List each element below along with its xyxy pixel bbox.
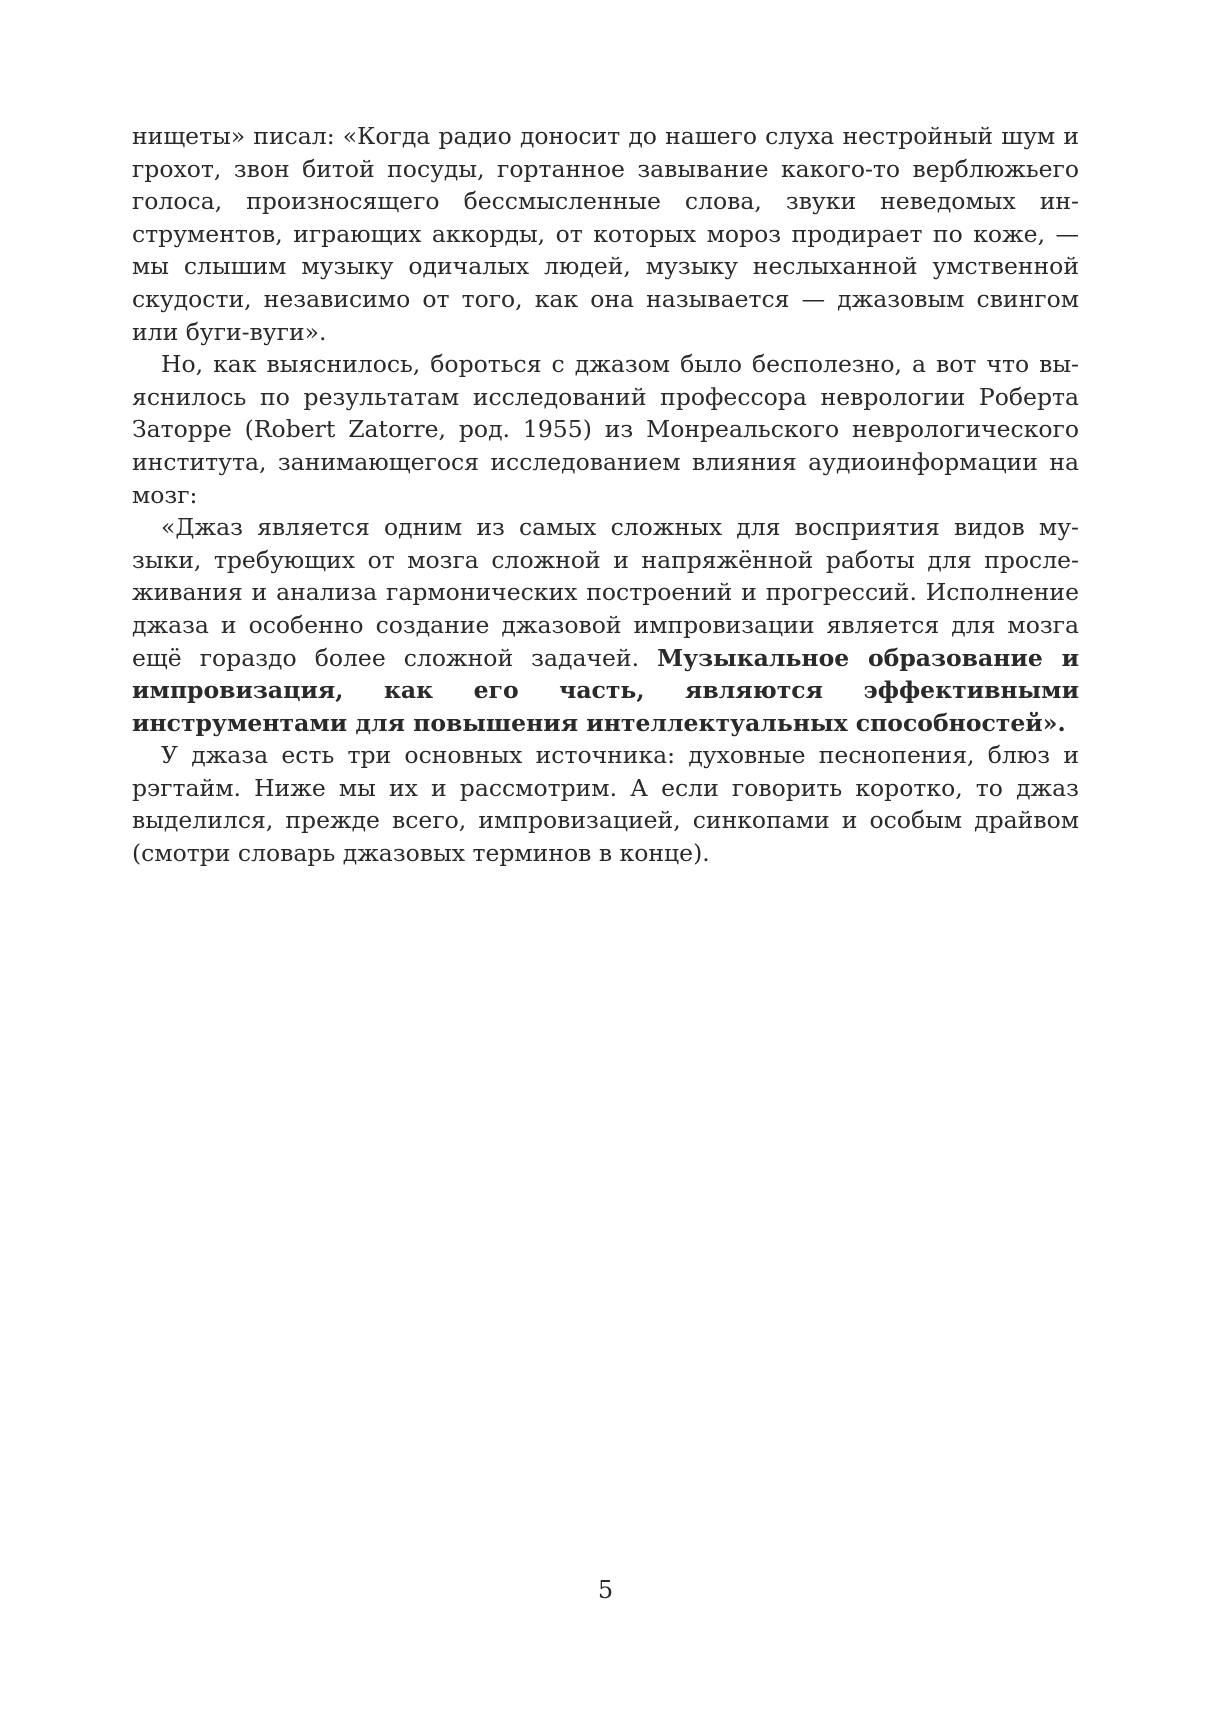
page-number: 5 [597, 1576, 614, 1604]
body-text [132, 120, 1079, 870]
jazz-quote-regular: «Джаз является одним из самых сложных для восприятия видов музыки, требующих от мозга сложной и напряжённой работы для прослеживания и анализа гармонических построений и прогрессий. Исполнение джаза и особенно создание джазовой импровизации является для мозга ещё гораздо более сложной задачей. [132, 513, 1079, 672]
paragraph-jazz-sources: У джаза есть три основных источника: духовные песнопения, блюз и рэгтайм. Ниже мы их и рассмотрим. А если говорить коротко, то джаз выделился, прежде всего, импровизацией, синкопами и особым драйвом (смотри словарь джазовых терминов в конце). [132, 741, 1079, 868]
paragraph-zatorre: Но, как выяснилось, бороться с джазом было бесполезно, а вот что выяснилось по результатам исследований профессора неврологии Роберта Заторре (Robert Zatorre, род. 1955) из Монреальского неврологического института, занимающегося исследованием влияния аудиоинформации на мозг: [132, 350, 1079, 509]
jazz-quote-bold: Музыкальное образование и импровизация, как его часть, являются эффективными инструментами для повышения интеллектуальных способностей [132, 643, 1080, 737]
paragraph-quote-continuation: нищеты» писал: «Когда радио доносит до нашего слуха нестройный шум и грохот, звон битой посуды, гортанное завывание какого-то верблюжьего голоса, произносящего бессмысленные слова, звуки неведомых инструментов, играющих аккорды, от которых мороз продирает по коже, — мы слышим музыку одичалых людей, музыку неслыханной умственной скудости, независимо от того, как она называется — джазовым свингом или буги-вуги». [132, 122, 1079, 346]
jazz-quote-end: ». [1042, 708, 1066, 737]
paragraph-jazz-quote [132, 511, 1079, 739]
